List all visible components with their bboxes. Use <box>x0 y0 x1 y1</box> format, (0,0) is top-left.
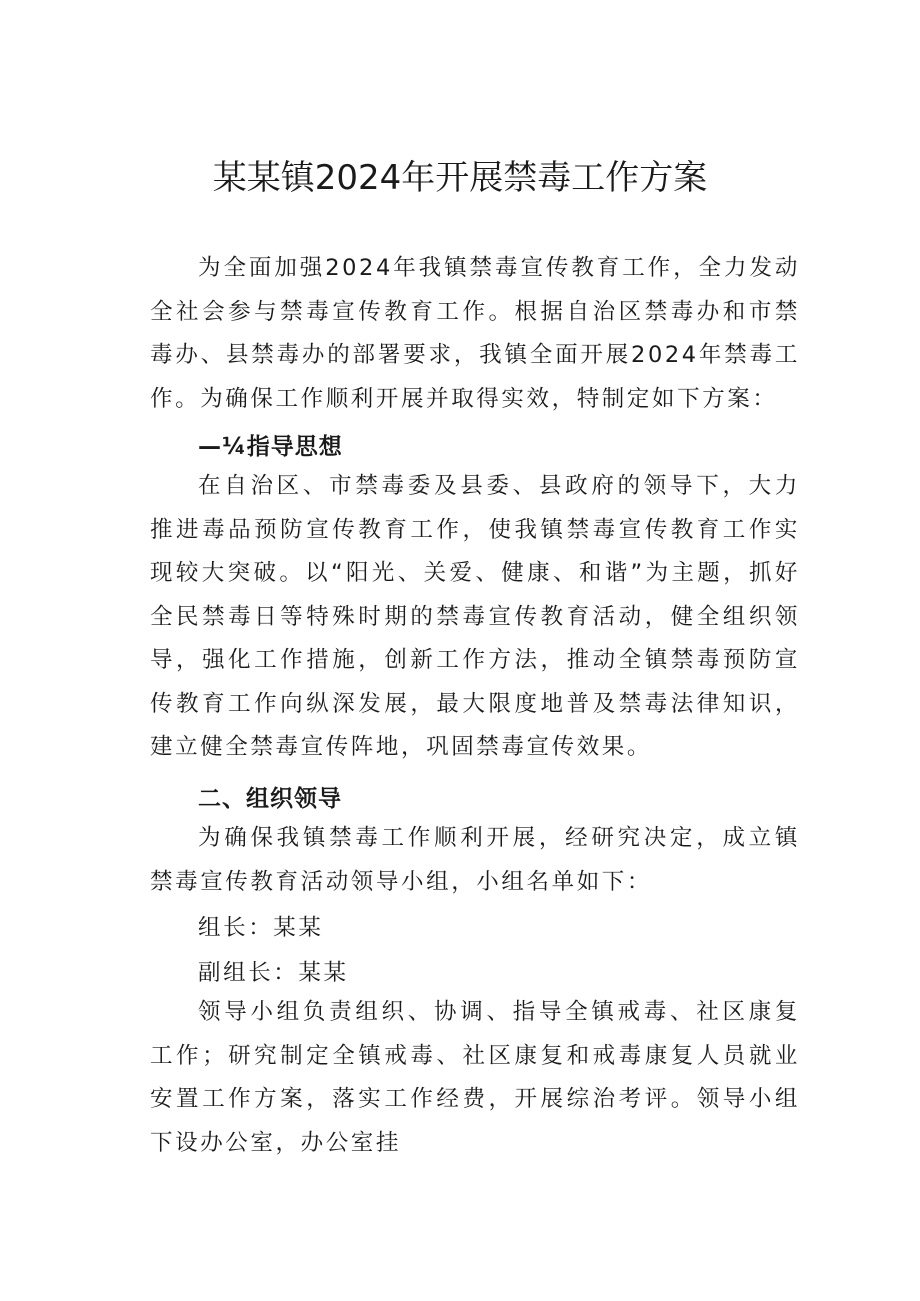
document-title: 某某镇2024年开展禁毒工作方案 <box>212 158 708 198</box>
section-heading-guiding-ideology: —¼指导思想 <box>198 434 343 460</box>
organization-paragraph: 为确保我镇禁毒工作顺利开展，经研究决定，成立镇禁毒宣传教育活动领导小组，小组名单如下： <box>150 825 800 895</box>
deputy-leader-line: 副组长：某某 <box>198 960 349 986</box>
duties-paragraph: 领导小组负责组织、协调、指导全镇戒毒、社区康复工作；研究制定全镇戒毒、社区康复和戒毒康复人员就业安置工作方案，落实工作经费，开展综治考评。领导小组下设办公室，办公室挂 <box>150 999 800 1156</box>
leader-line: 组长：某某 <box>198 915 324 941</box>
guiding-ideology-paragraph: 在自治区、市禁毒委及县委、县政府的领导下，大力推进毒品预防宣传教育工作，使我镇禁毒宣传教育工作实现较大突破。以“阳光、关爱、健康、和谐”为主题，抓好全民禁毒日等特殊时期的禁毒宣传教育活动，健全组织领导，强化工作措施，创新工作方法，推动全镇禁毒预防宣传教育工作向纵深发展，最大限度地普及禁毒法律知识，建立健全禁毒宣传阵地，巩固禁毒宣传效果。 <box>150 473 800 760</box>
intro-paragraph: 为全面加强2024年我镇禁毒宣传教育工作，全力发动全社会参与禁毒宣传教育工作。根据自治区禁毒办和市禁毒办、县禁毒办的部署要求，我镇全面开展2024年禁毒工作。为确保工作顺利开展并取得实效，特制定如下方案： <box>150 255 800 412</box>
section-heading-organization: 二、组织领导 <box>198 786 342 812</box>
